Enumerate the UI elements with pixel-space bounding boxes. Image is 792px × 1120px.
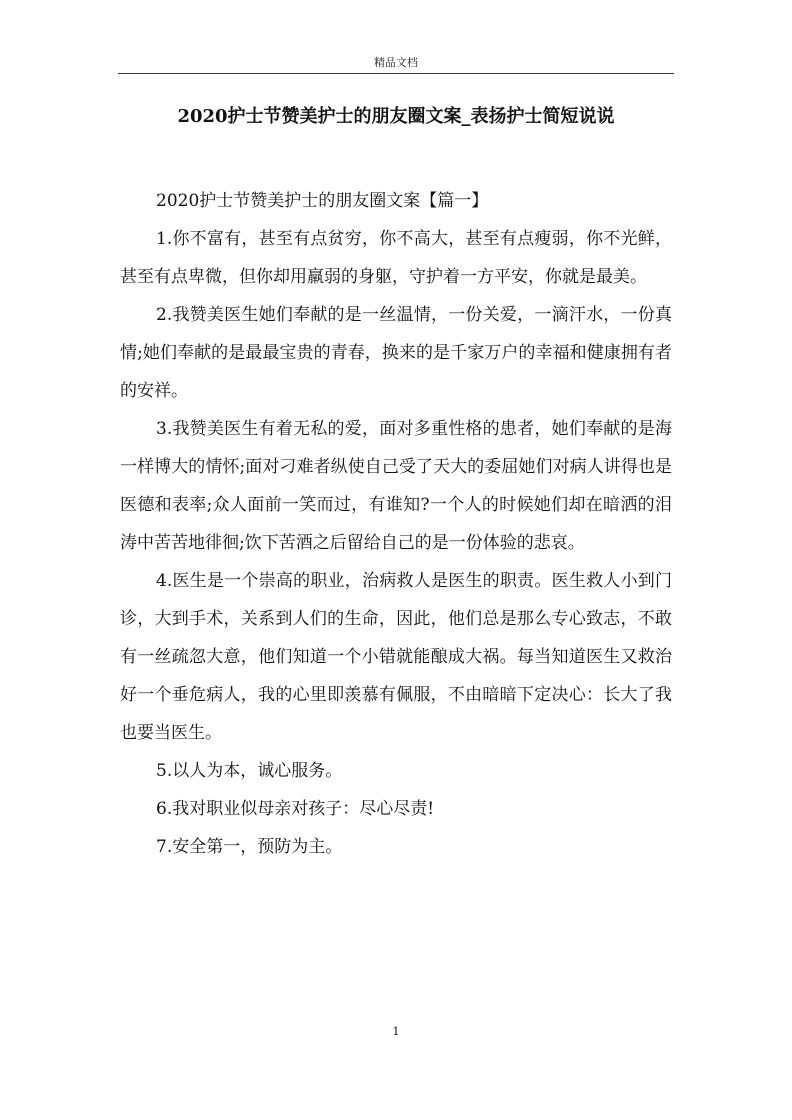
paragraph-6: 6.我对职业似母亲对孩子：尽心尽责! <box>156 799 435 819</box>
document-title: 2020护士节赞美护士的朋友圈文案_表扬护士简短说说 <box>177 106 615 127</box>
paragraph-2: 2.我赞美医生她们奉献的是一丝温情，一份关爱，一滴汗水，一份真情;她们奉献的是最最宝贵的青春，换来的是千家万户的幸福和健康拥有者的安祥。 <box>120 305 672 401</box>
paragraph-3: 3.我赞美医生有着无私的爱，面对多重性格的患者，她们奉献的是海一样博大的情怀;面对刁难者纵使自己受了天大的委屈她们对病人讲得也是医德和表率;众人面前一笑而过，有谁知?一个人的时候她们却在暗洒的泪涛中苦苦地徘徊;饮下苦酒之后留给自己的是一份体验的悲哀。 <box>120 419 672 553</box>
paragraph-7: 7.安全第一，预防为主。 <box>156 837 343 857</box>
header-divider <box>118 73 674 74</box>
paragraph-5: 5.以人为本，诚心服务。 <box>156 761 343 781</box>
paragraph-4: 4.医生是一个崇高的职业，治病救人是医生的职责。医生救人小到门诊，大到手术，关系到人们的生命，因此，他们总是那么专心致志，不敢有一丝疏忽大意，他们知道一个小错就能酿成大祸。每当知道医生又救治好一个垂危病人，我的心里即羡慕有佩服，不由暗暗下定决心：长大了我也要当医生。 <box>120 571 672 743</box>
document-body <box>120 182 672 866</box>
section-heading: 2020护士节赞美护士的朋友圈文案【篇一】 <box>156 191 489 211</box>
page-number: 1 <box>392 1025 400 1038</box>
paragraph-1: 1.你不富有，甚至有点贫穷，你不高大，甚至有点瘦弱，你不光鲜，甚至有点卑微，但你却用羸弱的身躯，守护着一方平安，你就是最美。 <box>120 229 672 287</box>
page-header-label: 精品文档 <box>374 56 418 69</box>
